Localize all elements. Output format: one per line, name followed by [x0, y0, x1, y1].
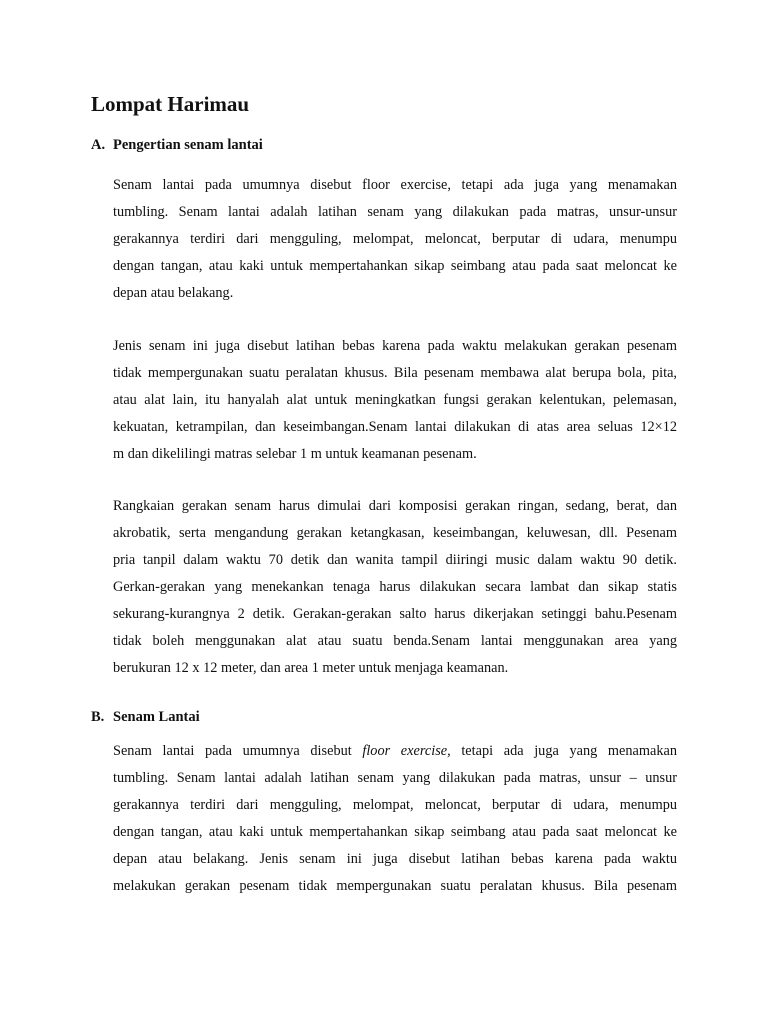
text-run: Senam lantai pada umumnya disebut	[113, 743, 363, 759]
section-a-letter: A.	[91, 137, 106, 153]
text-line: dengan tangan, atau kaki untuk mempertahankan sikap seimbang atau pada saat meloncat ke	[113, 824, 677, 840]
text-line: tumbling. Senam lantai adalah latihan senam yang dilakukan pada matras, unsur-unsur	[113, 204, 677, 220]
text-run: tetapi ada juga yang menamakan	[450, 743, 677, 759]
section-b-paragraph-1	[113, 738, 677, 900]
text-line: m dan dikelilingi matras selebar 1 m untuk keamanan pesenam.	[113, 446, 477, 462]
text-line: berukuran 12 x 12 meter, dan area 1 meter untuk menjaga keamanan.	[113, 660, 509, 676]
text-line: gerakannya terdiri dari mengguling, melompat, meloncat, berputar di udara, menumpu	[113, 797, 677, 813]
section-b-heading	[91, 707, 200, 727]
text-line: melakukan gerakan pesenam tidak mempergunakan suatu peralatan khusus. Bila pesenam	[113, 878, 677, 894]
text-line: depan atau belakang. Jenis senam ini juga disebut latihan bebas karena pada waktu	[113, 851, 677, 867]
text-line: Senam lantai pada umumnya disebut floor exercise, tetapi ada juga yang menamakan	[113, 177, 677, 193]
text-line: atau alat lain, itu hanyalah alat untuk meningkatkan fungsi gerakan kelentukan, pelemasan,	[113, 392, 677, 408]
section-a-paragraph-3	[113, 493, 677, 682]
section-b-title: Senam Lantai	[113, 709, 200, 725]
section-a-title: Pengertian senam lantai	[113, 137, 263, 153]
text-line: tidak boleh menggunakan alat atau suatu benda.Senam lantai menggunakan area yang	[113, 633, 677, 649]
text-line: Gerkan-gerakan yang menekankan tenaga harus dilakukan secara lambat dan sikap statis	[113, 579, 677, 595]
text-line: tumbling. Senam lantai adalah latihan senam yang dilakukan pada matras, unsur – unsur	[113, 770, 677, 786]
section-a-heading	[91, 135, 263, 155]
section-a-paragraph-2	[113, 333, 677, 468]
text-line: pria tanpil dalam waktu 70 detik dan wanita tampil diiringi music dalam waktu 90 detik.	[113, 552, 677, 568]
italic-term: floor exercise,	[362, 743, 451, 759]
text-line	[113, 738, 677, 765]
section-a-paragraph-1	[113, 172, 677, 307]
text-line: Rangkaian gerakan senam harus dimulai dari komposisi gerakan ringan, sedang, berat, dan	[113, 498, 677, 514]
text-line: gerakannya terdiri dari mengguling, melompat, meloncat, berputar di udara, menumpu	[113, 231, 677, 247]
text-line: kekuatan, ketrampilan, dan keseimbangan.Senam lantai dilakukan di atas area seluas 12×12	[113, 419, 677, 435]
document-title: Lompat Harimau	[91, 92, 250, 116]
text-line: depan atau belakang.	[113, 285, 234, 301]
text-line: akrobatik, serta mengandung gerakan ketangkasan, keseimbangan, keluwesan, dll. Pesenam	[113, 525, 677, 541]
text-line: sekurang-kurangnya 2 detik. Gerakan-gerakan salto harus dikerjakan setinggi bahu.Pesenam	[113, 606, 677, 622]
text-line: dengan tangan, atau kaki untuk mempertahankan sikap seimbang atau pada saat meloncat ke	[113, 258, 677, 274]
section-b-letter: B.	[91, 709, 105, 725]
text-line: tidak mempergunakan suatu peralatan khusus. Bila pesenam membawa alat berupa bola, pita,	[113, 365, 677, 381]
text-line: Jenis senam ini juga disebut latihan bebas karena pada waktu melakukan gerakan pesenam	[113, 338, 677, 354]
